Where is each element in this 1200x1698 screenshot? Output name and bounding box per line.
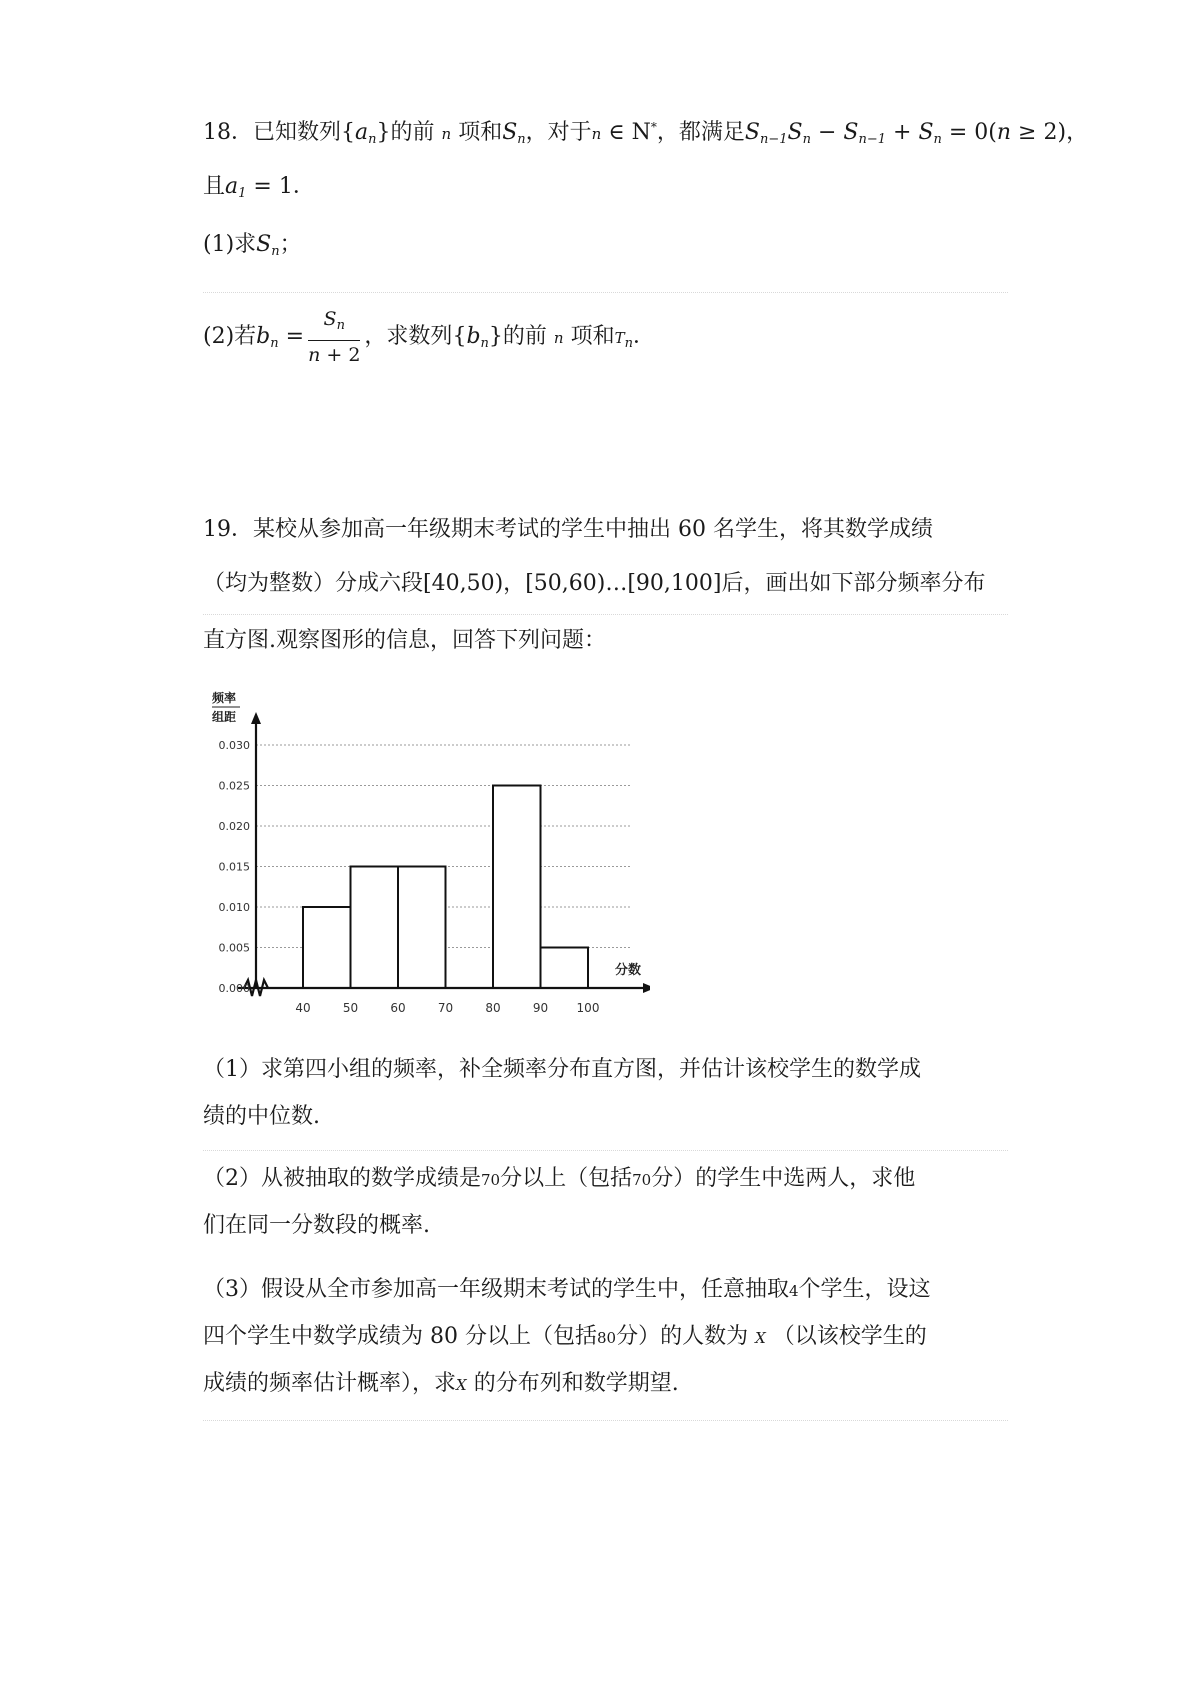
q19-intro-line3: 直方图.观察图形的信息，回答下列问题： — [203, 628, 606, 653]
q19-p2-1e: 分）的学生中选两人，求他 — [651, 1166, 916, 1191]
q19-part1-line2: 绩的中位数. — [203, 1104, 320, 1129]
q19-p3-X1: X — [755, 1329, 766, 1347]
q18-part2-text1: (2)若 — [203, 324, 257, 349]
q19-intro-2c: ， — [503, 571, 526, 596]
q19-p3-4: 4 — [789, 1282, 799, 1300]
q19-intro-2g: 后，画出如下部分频率分布 — [721, 571, 986, 596]
q18-line1-text2: 的前 — [390, 120, 435, 145]
q18-line1-text6: ， — [1066, 120, 1089, 145]
x-tick-label: 50 — [342, 1001, 359, 1015]
y-tick-label: 0.005 — [218, 941, 250, 955]
q18-line1-text4: ，对于 — [525, 120, 592, 145]
y-tick-label: 0.010 — [218, 901, 250, 914]
q18-part1-text1: (1)求 — [203, 232, 257, 257]
y-tick-label: 0.000 — [218, 982, 250, 995]
interval-40-50: [40,50) — [423, 571, 504, 596]
q18-part2-text2: ，求数列 — [364, 324, 453, 349]
q19-p3-3a: 成绩的频率估计概率），求 — [203, 1371, 457, 1396]
q19-p3-2e: （以该校学生的 — [772, 1324, 927, 1349]
q19-intro-2a: （均为整数）分成六段 — [203, 571, 424, 596]
q18-part2-text5: ． — [633, 324, 656, 349]
x-axis-arrow — [643, 983, 650, 993]
q18-part2-text4: 项和 — [570, 324, 615, 349]
x-tick-label: 90 — [532, 1001, 549, 1015]
x-tick-label: 70 — [437, 1001, 454, 1015]
q19-part2-line1 — [203, 1164, 915, 1195]
q19-part2-line2: 们在同一分数段的概率. — [203, 1213, 430, 1238]
separator — [203, 614, 1008, 615]
q18-line1-text3: 项和 — [458, 120, 503, 145]
histogram-bar — [398, 867, 446, 989]
q18-part2-text3: 的前 — [502, 324, 547, 349]
chart-y-tick-labels — [219, 739, 251, 995]
q19-part1-line1: （1）求第四小组的频率，补全频率分布直方图，并估计该校学生的数学成 — [203, 1057, 921, 1082]
fraction: $\frac{S_n}{n + 2}$ — [308, 308, 361, 366]
q18-part1: (1)求$S_n$； — [203, 232, 302, 259]
x-tick-label: 40 — [295, 1001, 311, 1015]
y-tick-label: 0.025 — [218, 779, 250, 793]
q18-line1-text5: ，都满足 — [656, 120, 745, 145]
q19-part3-line2 — [203, 1322, 927, 1353]
x-axis-label: 分数 — [615, 963, 642, 978]
interval-50-60: [50,60) — [525, 571, 606, 596]
q19-p2-1c: 分以上（包括 — [500, 1166, 633, 1191]
q18-line1-text1: 18．已知数列 — [203, 120, 341, 145]
frequency-histogram — [210, 688, 650, 1023]
y-tick-label: 0.015 — [218, 860, 250, 874]
q19-p3-X2: X — [456, 1376, 467, 1394]
chart-bars — [303, 786, 588, 989]
interval-90-100: [90,100] — [627, 571, 722, 596]
q19-part3-line3 — [203, 1369, 679, 1400]
separator — [203, 1420, 1008, 1421]
histogram-bar — [493, 786, 541, 989]
q19-p3-1a: （3）假设从全市参加高一年级期末考试的学生中，任意抽取 — [203, 1277, 789, 1302]
ellipsis: … — [605, 571, 628, 596]
y-axis-arrow — [251, 712, 261, 724]
y-axis-label-bottom: 组距 — [212, 710, 237, 724]
y-tick-label: 0.020 — [218, 820, 250, 833]
y-axis-label-top: 频率 — [212, 691, 237, 705]
q19-p3-2a: 四个学生中数学成绩为 80 分以上（包括 — [203, 1324, 597, 1349]
chart-x-tick-labels — [295, 1001, 599, 1015]
q19-p3-1c: 个学生，设这 — [798, 1277, 931, 1302]
q19-p2-70b: 70 — [632, 1171, 652, 1189]
q19-p2-1a: （2）从被抽取的数学成绩是 — [203, 1166, 481, 1191]
q19-p2-70a: 70 — [481, 1171, 501, 1189]
q19-p3-2c: 分）的人数为 — [616, 1324, 749, 1349]
q19-intro-line1: 19．某校从参加高一年级期末考试的学生中抽出 60 名学生，将其数学成绩 — [203, 517, 933, 542]
q18-line2-text1: 且 — [203, 174, 226, 199]
histogram-bar — [303, 907, 351, 988]
x-tick-label: 100 — [576, 1001, 600, 1015]
q18-line1: 18．已知数列$\{a_n\}$的前 n 项和$S_n$，对于n ∈ N*，都满足$S_{n-1}S_n - S_{n-1} + S_n = 0(n \ge 2)$， — [203, 120, 1089, 147]
separator — [203, 1150, 1008, 1151]
x-tick-label: 80 — [485, 1001, 501, 1015]
histogram-bar — [351, 867, 399, 989]
q18-part2: (2)若$b_n$ = $\frac{S_n}{n + 2}$ ，求数列$\{b_n\}$的前 n 项和$T_n$． — [203, 308, 656, 366]
q19-p3-3c: 的分布列和数学期望. — [473, 1371, 679, 1396]
q19-part3-line1 — [203, 1275, 931, 1306]
x-tick-label: 60 — [390, 1001, 406, 1015]
histogram-bar — [541, 948, 589, 989]
q18-part1-text2: ； — [279, 232, 302, 257]
q19-p3-80: 80 — [596, 1329, 617, 1347]
q18-line2: 且$a_1 = 1$． — [203, 174, 315, 201]
q18-line2-text2: ． — [292, 174, 315, 199]
q19-intro-line2 — [203, 569, 986, 599]
y-tick-label: 0.030 — [218, 739, 250, 752]
separator — [203, 292, 1008, 293]
